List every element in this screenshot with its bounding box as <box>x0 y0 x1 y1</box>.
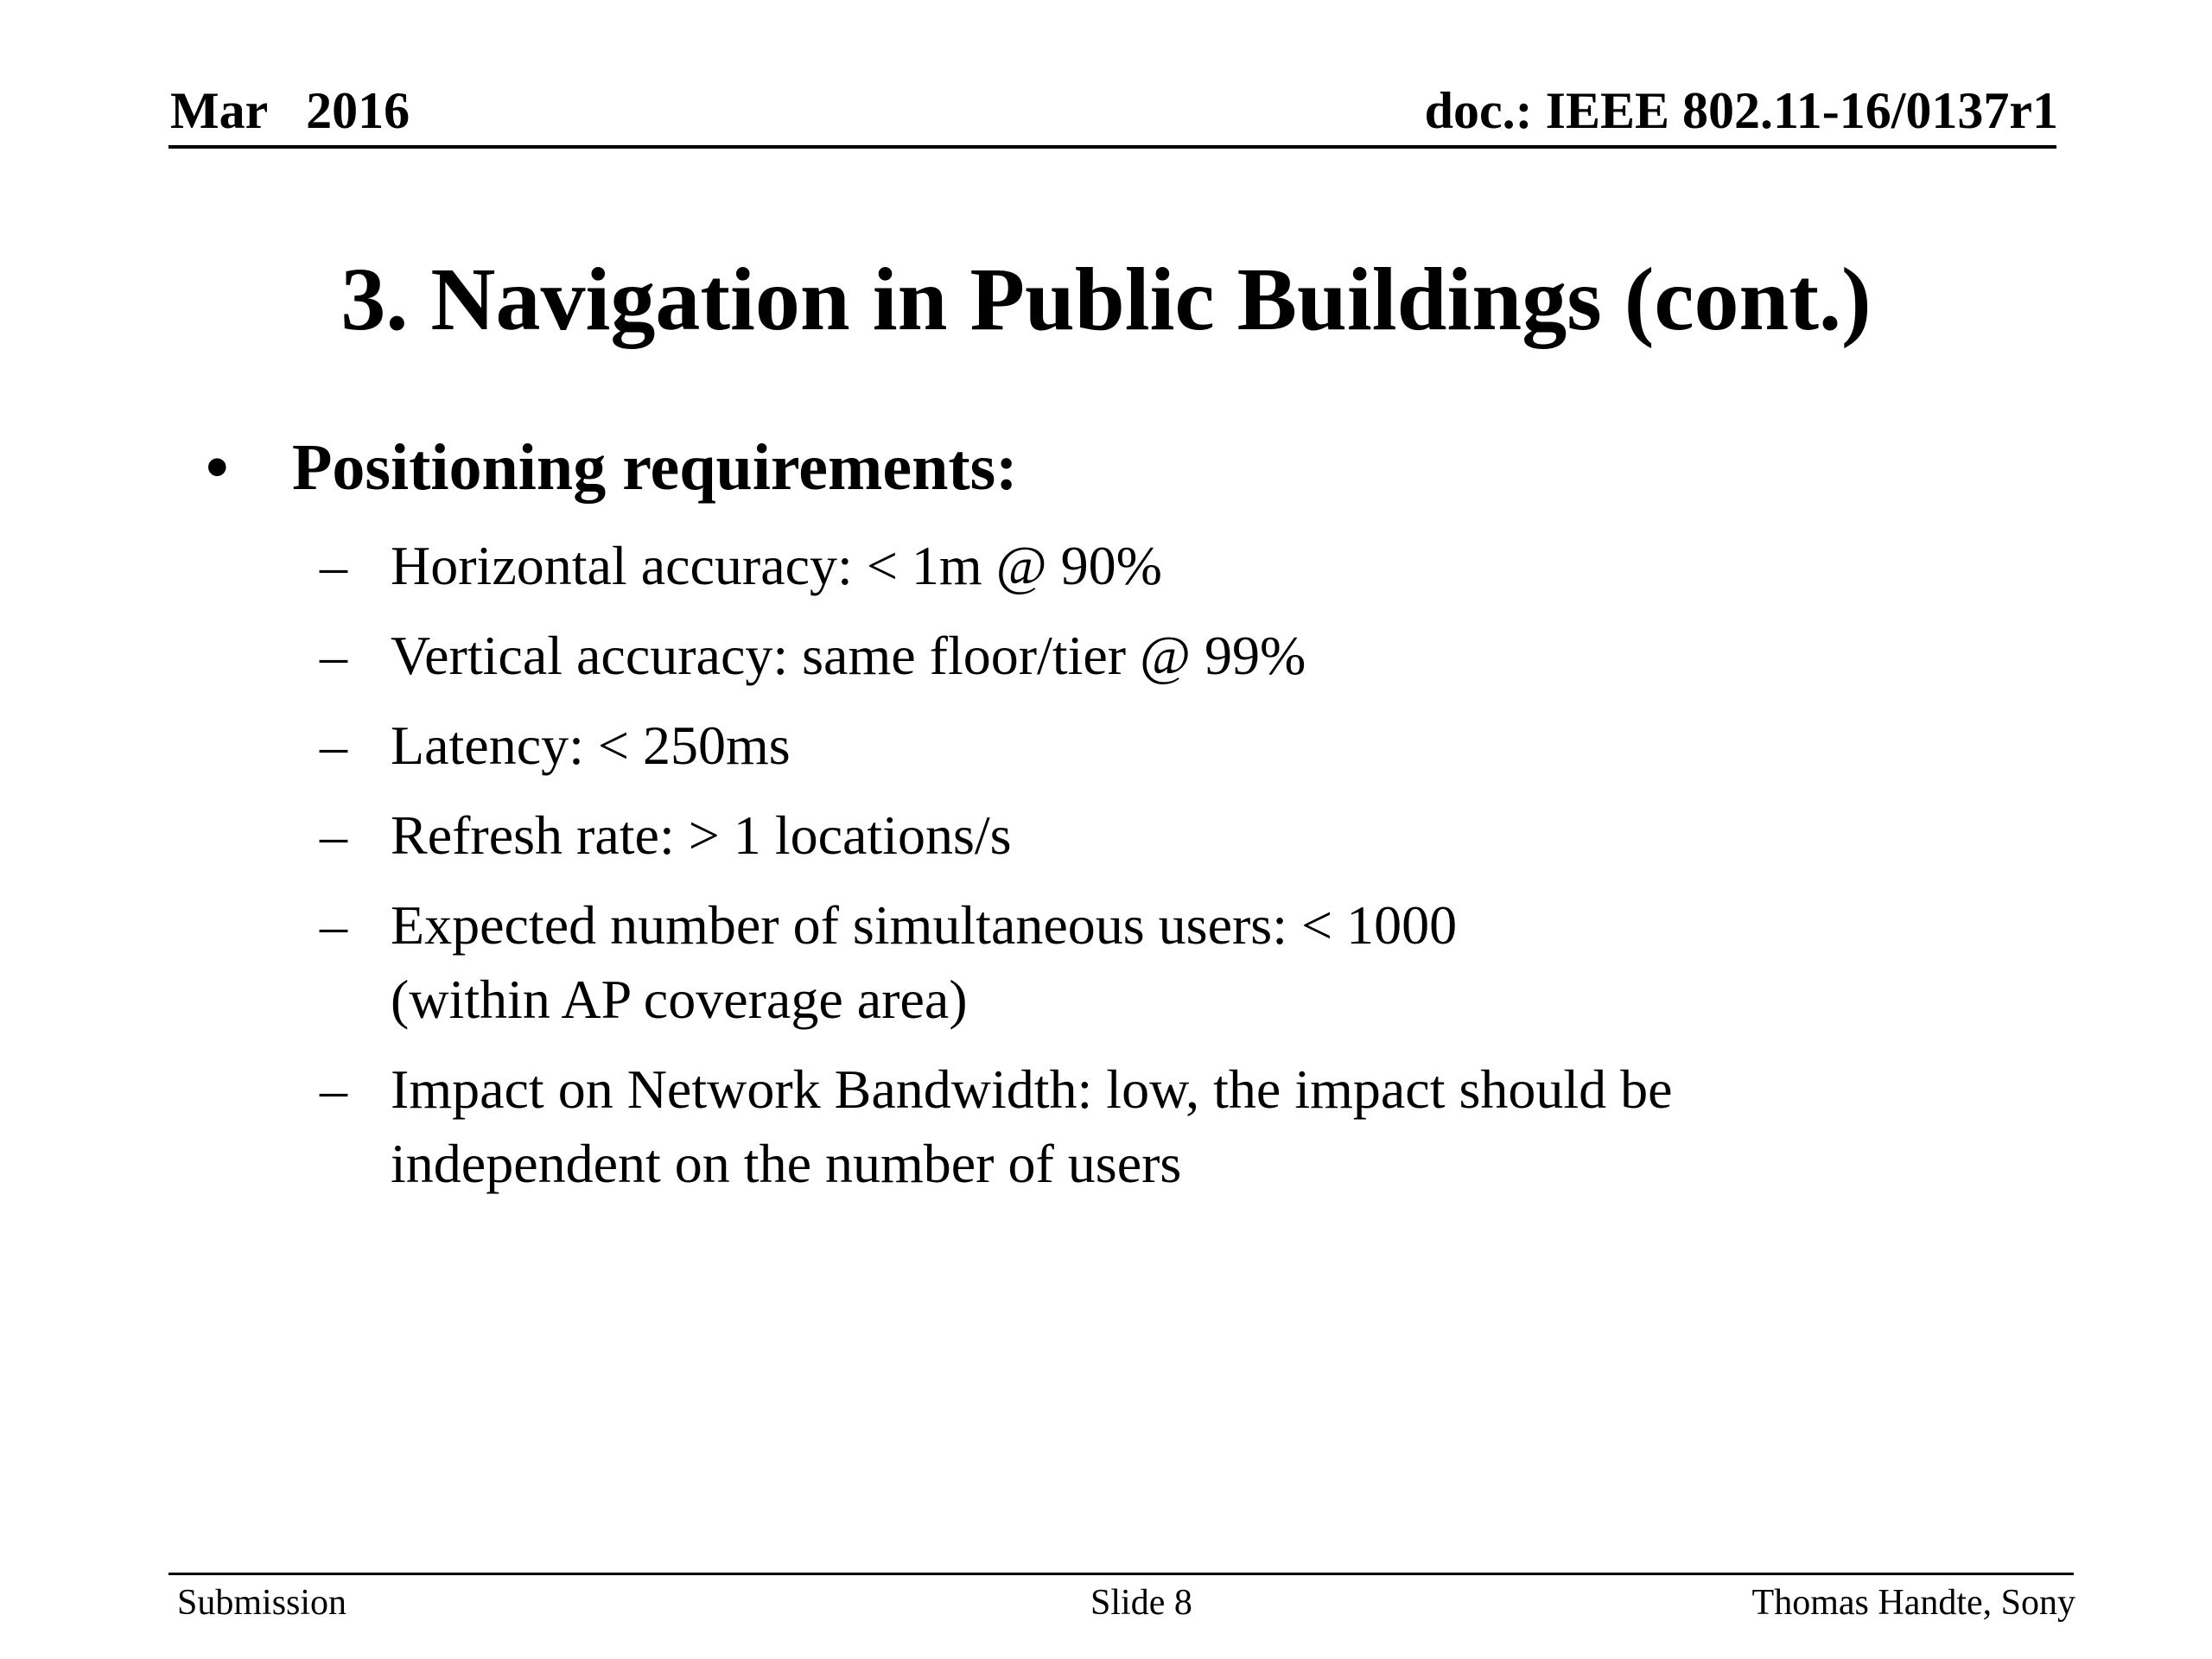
dash-marker: – <box>320 894 347 956</box>
header-date: Mar 2016 <box>170 82 410 139</box>
header-divider <box>168 145 2056 149</box>
bullet-marker: • <box>206 431 229 504</box>
list-item-text: Impact on Network Bandwidth: low, the impact should be <box>391 1058 1673 1120</box>
footer-author: Thomas Handte, Sony <box>1751 1583 2075 1623</box>
list-item-text: Latency: < 250ms <box>391 715 791 776</box>
slide-title: 3. Navigation in Public Buildings (cont.) <box>340 250 1872 349</box>
dash-marker: – <box>320 625 347 686</box>
list-item-text: Horizontal accuracy: < 1m @ 90% <box>391 535 1162 596</box>
list-item-text: Refresh rate: > 1 locations/s <box>391 804 1012 866</box>
list-item-text: (within AP coverage area) <box>391 969 968 1030</box>
dash-marker: – <box>320 715 347 776</box>
list-item-text: independent on the number of users <box>391 1133 1182 1194</box>
bullet-heading-text: Positioning requirements: <box>292 431 1018 504</box>
header-doc-id: doc.: IEEE 802.11-16/0137r1 <box>1424 82 2058 139</box>
list-item-text: Vertical accuracy: same floor/tier @ 99% <box>391 625 1306 686</box>
dash-marker: – <box>320 804 347 866</box>
dash-marker: – <box>320 1058 347 1120</box>
dash-marker: – <box>320 535 347 596</box>
list-item-text: Expected number of simultaneous users: < 1000 <box>391 894 1458 956</box>
footer-divider <box>168 1573 2074 1575</box>
footer-slide-number: Slide 8 <box>1090 1583 1192 1623</box>
footer-submission: Submission <box>177 1583 347 1623</box>
